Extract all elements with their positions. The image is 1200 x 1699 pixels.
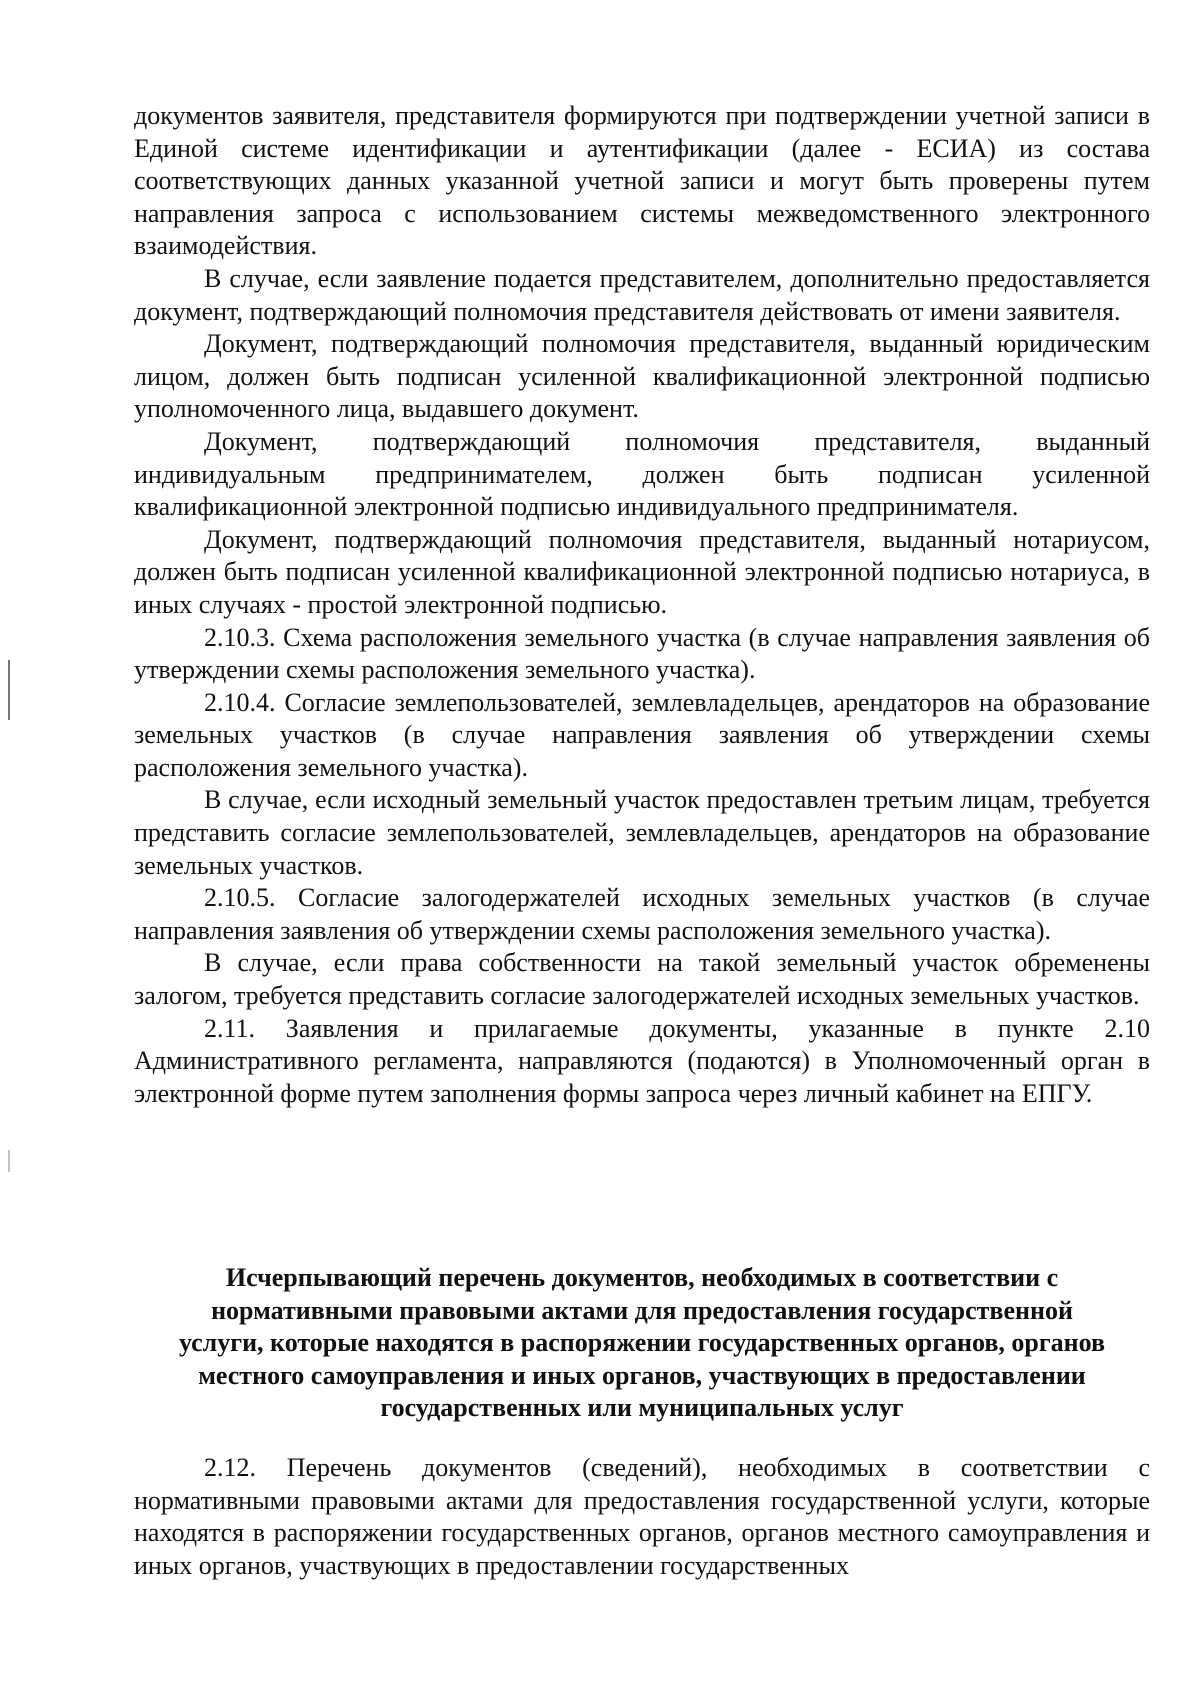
section-heading-line: услуги, которые находятся в распоряжении государственных органов, органов xyxy=(178,1328,1106,1358)
body-paragraph: 2.10.5. Согласие залогодержателей исходных земельных участков (в случае направления заявления об утверждении схемы расположения земельного участка). xyxy=(134,883,1150,945)
document-body-text-continued xyxy=(134,1452,1150,1582)
document-body-text xyxy=(134,100,1150,1110)
body-paragraph: Документ, подтверждающий полномочия представителя, выданный юридическим лицом, должен быть подписан усиленной квалификационной электронной подписью уполномоченного лица, выдавшего документ. xyxy=(134,329,1150,424)
body-paragraph: 2.10.3. Схема расположения земельного участка (в случае направления заявления об утверждении схемы расположения земельного участка). xyxy=(134,622,1150,685)
section-heading-line: государственных или муниципальных услуг xyxy=(380,1393,904,1423)
scan-edge-mark xyxy=(8,660,10,720)
body-paragraph: Документ, подтверждающий полномочия представителя, выданный нотариусом, должен быть подписан усиленной квалификационной электронной подписью нотариуса, в иных случаях - простой электронной подписью. xyxy=(134,524,1150,619)
section-heading-line: нормативными правовыми актами для предоставления государственной xyxy=(211,1295,1073,1325)
section-heading-line: Исчерпывающий перечень документов, необходимых в соответствии с xyxy=(225,1263,1059,1292)
section-heading xyxy=(134,1262,1150,1425)
body-paragraph: 2.12. Перечень документов (сведений), необходимых в соответствии с нормативными правовыми актами для предоставления государственной услуги, которые находятся в распоряжении государственных органов, органов местного самоуправления и иных органов, участвующих в предоставлении государственных xyxy=(134,1453,1150,1580)
section-heading-line: местного самоуправления и иных органов, участвующих в предоставлении xyxy=(198,1360,1086,1390)
body-paragraph: В случае, если права собственности на такой земельный участок обременены залогом, требуется представить согласие залогодержателей исходных земельных участков. xyxy=(134,948,1150,1011)
body-paragraph: 2.10.4. Согласие землепользователей, землевладельцев, арендаторов на образование земельных участков (в случае направления заявления об утверждении схемы расположения земельного участка). xyxy=(134,687,1150,782)
body-paragraph: Документ, подтверждающий полномочия представителя, выданный индивидуальным предпринимателем, должен быть подписан усиленной квалификационной электронной подписью индивидуального предпринимателя. xyxy=(134,426,1150,522)
body-paragraph: В случае, если исходный земельный участок предоставлен третьим лицам, требуется представить согласие землепользователей, землевладельцев, арендаторов на образование земельных участков. xyxy=(134,785,1150,880)
body-paragraph: 2.11. Заявления и прилагаемые документы, указанные в пункте 2.10 Административного регламента, направляются (подаются) в Уполномоченный орган в электронной форме путем заполнения формы запроса через личный кабинет на ЕПГУ. xyxy=(134,1013,1150,1108)
scan-edge-mark xyxy=(8,1150,10,1172)
body-paragraph: документов заявителя, представителя формируются при подтверждении учетной записи в Единой системе идентификации и аутентификации (далее - ЕСИА) из состава соответствующих данных указанной учетной записи и могут быть проверены путем направления запроса с использованием системы межведомственного электронного взаимодействия. xyxy=(134,101,1150,261)
body-paragraph: В случае, если заявление подается представителем, дополнительно предоставляется документ, подтверждающий полномочия представителя действовать от имени заявителя. xyxy=(134,263,1150,326)
